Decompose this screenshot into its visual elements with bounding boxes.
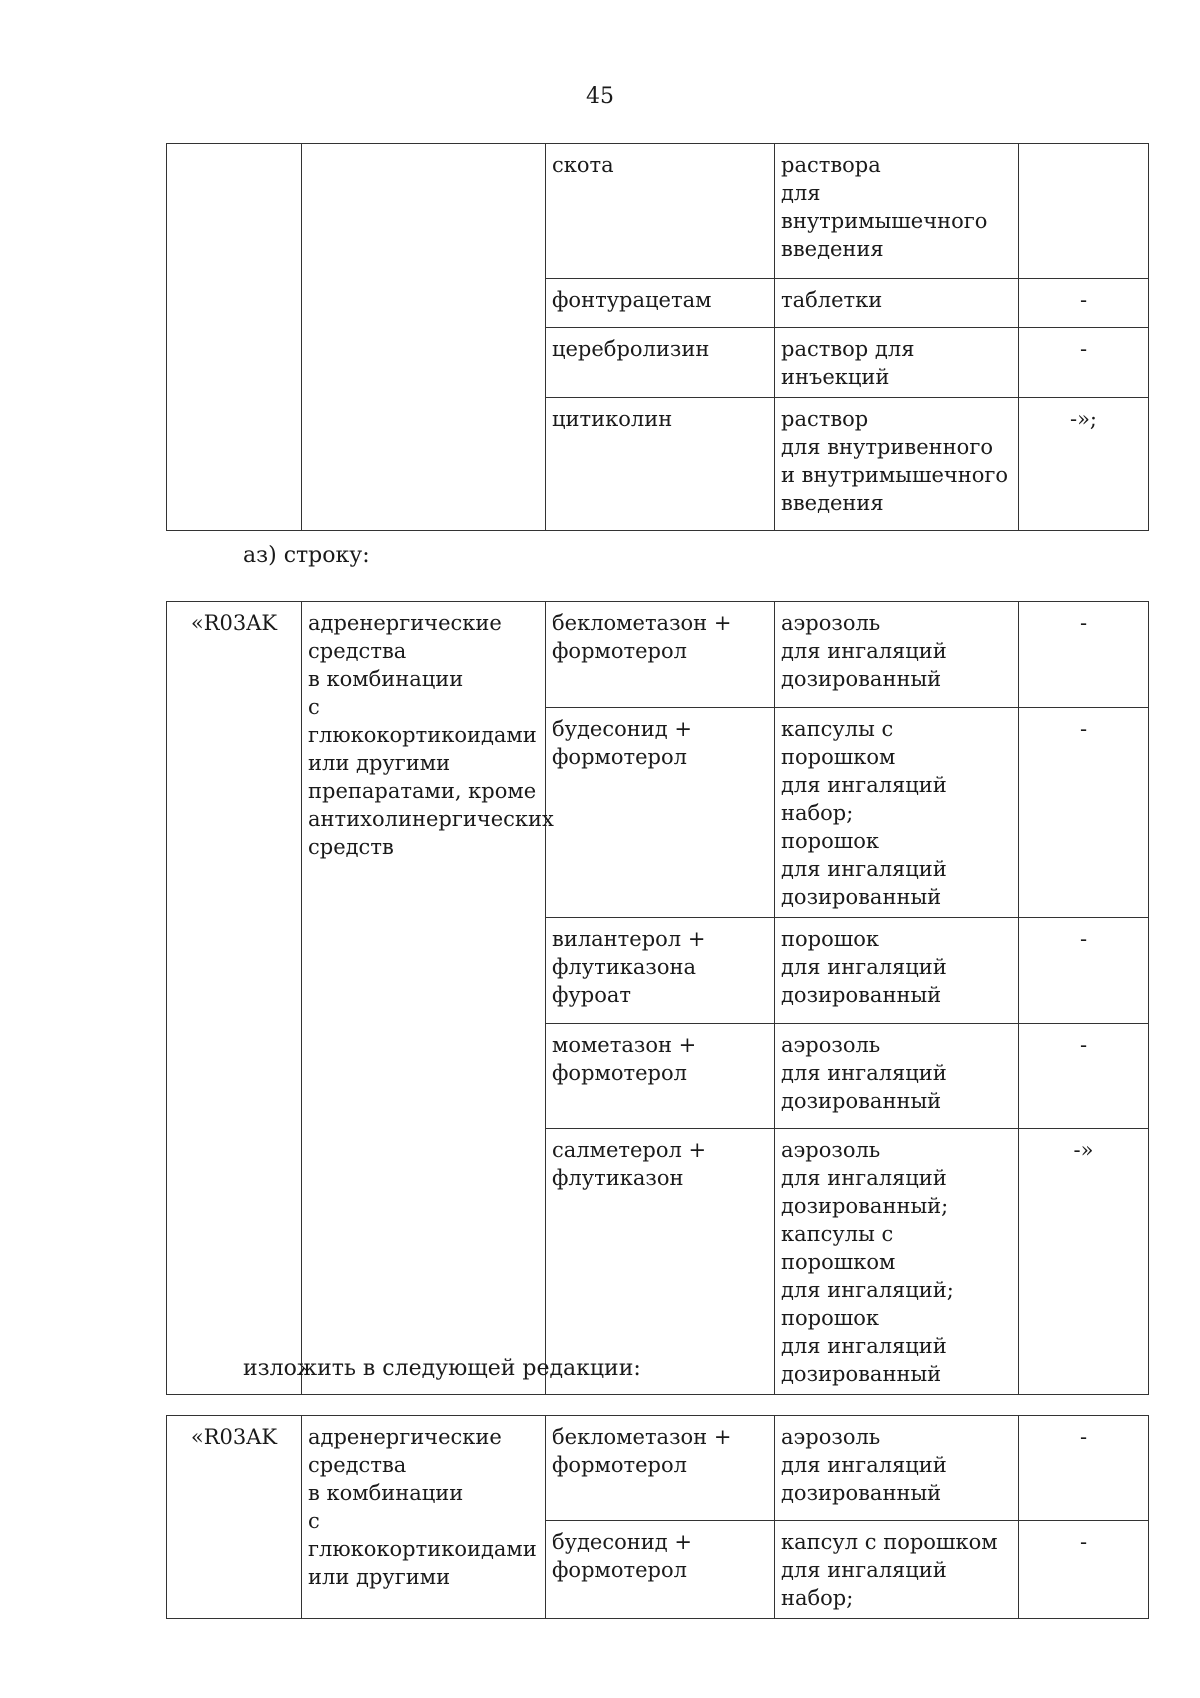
dosage-form-cell: аэрозоль для ингаляций дозированный	[775, 1024, 1019, 1129]
note-cell: -	[1019, 708, 1149, 918]
note-cell: -	[1019, 279, 1149, 328]
drug-name-cell: беклометазон + формотерол	[546, 1416, 775, 1521]
dosage-form-cell: таблетки	[775, 279, 1019, 328]
note-cell: -	[1019, 328, 1149, 398]
drug-name-cell: вилантерол + флутиказона фуроат	[546, 918, 775, 1024]
note-cell: -»	[1019, 1129, 1149, 1395]
table-row	[167, 1416, 1149, 1521]
drug-name-cell: салметерол + флутиказон	[546, 1129, 775, 1395]
dosage-form-cell: раствор для внутривенного и внутримышечного введения	[775, 398, 1019, 531]
table-row	[167, 602, 1149, 708]
drug-name-cell: беклометазон + формотерол	[546, 602, 775, 708]
dosage-form-cell: аэрозоль для ингаляций дозированный; капсулы с порошком для ингаляций; порошок для ингаляций дозированный	[775, 1129, 1019, 1395]
drug-name-cell: фонтурацетам	[546, 279, 775, 328]
dosage-form-cell: капсулы с порошком для ингаляций набор; порошок для ингаляций дозированный	[775, 708, 1019, 918]
atc-code-cell: «R03AK	[167, 1416, 302, 1619]
note-cell: -	[1019, 1024, 1149, 1129]
table-continuation	[166, 143, 1149, 531]
note-cell: -	[1019, 1521, 1149, 1619]
paragraph-line: изложить в следующей редакции:	[243, 1356, 641, 1381]
drug-name-cell: будесонид + формотерол	[546, 708, 775, 918]
dosage-form-cell: аэрозоль для ингаляций дозированный	[775, 602, 1019, 708]
dosage-form-cell: капсул с порошком для ингаляций набор;	[775, 1521, 1019, 1619]
drug-name-cell: будесонид + формотерол	[546, 1521, 775, 1619]
table-old-row	[166, 601, 1149, 1395]
note-cell: -»;	[1019, 398, 1149, 531]
drug-name-cell: мометазон + формотерол	[546, 1024, 775, 1129]
dosage-form-cell: раствор для инъекций	[775, 328, 1019, 398]
dosage-form-cell: аэрозоль для ингаляций дозированный	[775, 1416, 1019, 1521]
drug-name-cell: цитиколин	[546, 398, 775, 531]
code-cell	[167, 144, 302, 531]
drug-name-cell: скота	[546, 144, 775, 279]
table-new-row	[166, 1415, 1149, 1619]
table-row	[167, 144, 1149, 279]
note-cell	[1019, 144, 1149, 279]
group-cell	[302, 144, 546, 531]
note-cell: -	[1019, 1416, 1149, 1521]
group-cell: адренергические средства в комбинации с глюкокортикоидами или другими препаратами, кроме антихолинергических средств	[302, 602, 546, 1395]
group-cell: адренергические средства в комбинации с глюкокортикоидами или другими	[302, 1416, 546, 1619]
note-cell: -	[1019, 918, 1149, 1024]
note-cell: -	[1019, 602, 1149, 708]
dosage-form-cell: порошок для ингаляций дозированный	[775, 918, 1019, 1024]
atc-code-cell: «R03AK	[167, 602, 302, 1395]
drug-name-cell: церебролизин	[546, 328, 775, 398]
paragraph-line: аз) строку:	[243, 543, 370, 568]
dosage-form-cell: раствора для внутримышечного введения	[775, 144, 1019, 279]
page-number: 45	[586, 84, 614, 109]
